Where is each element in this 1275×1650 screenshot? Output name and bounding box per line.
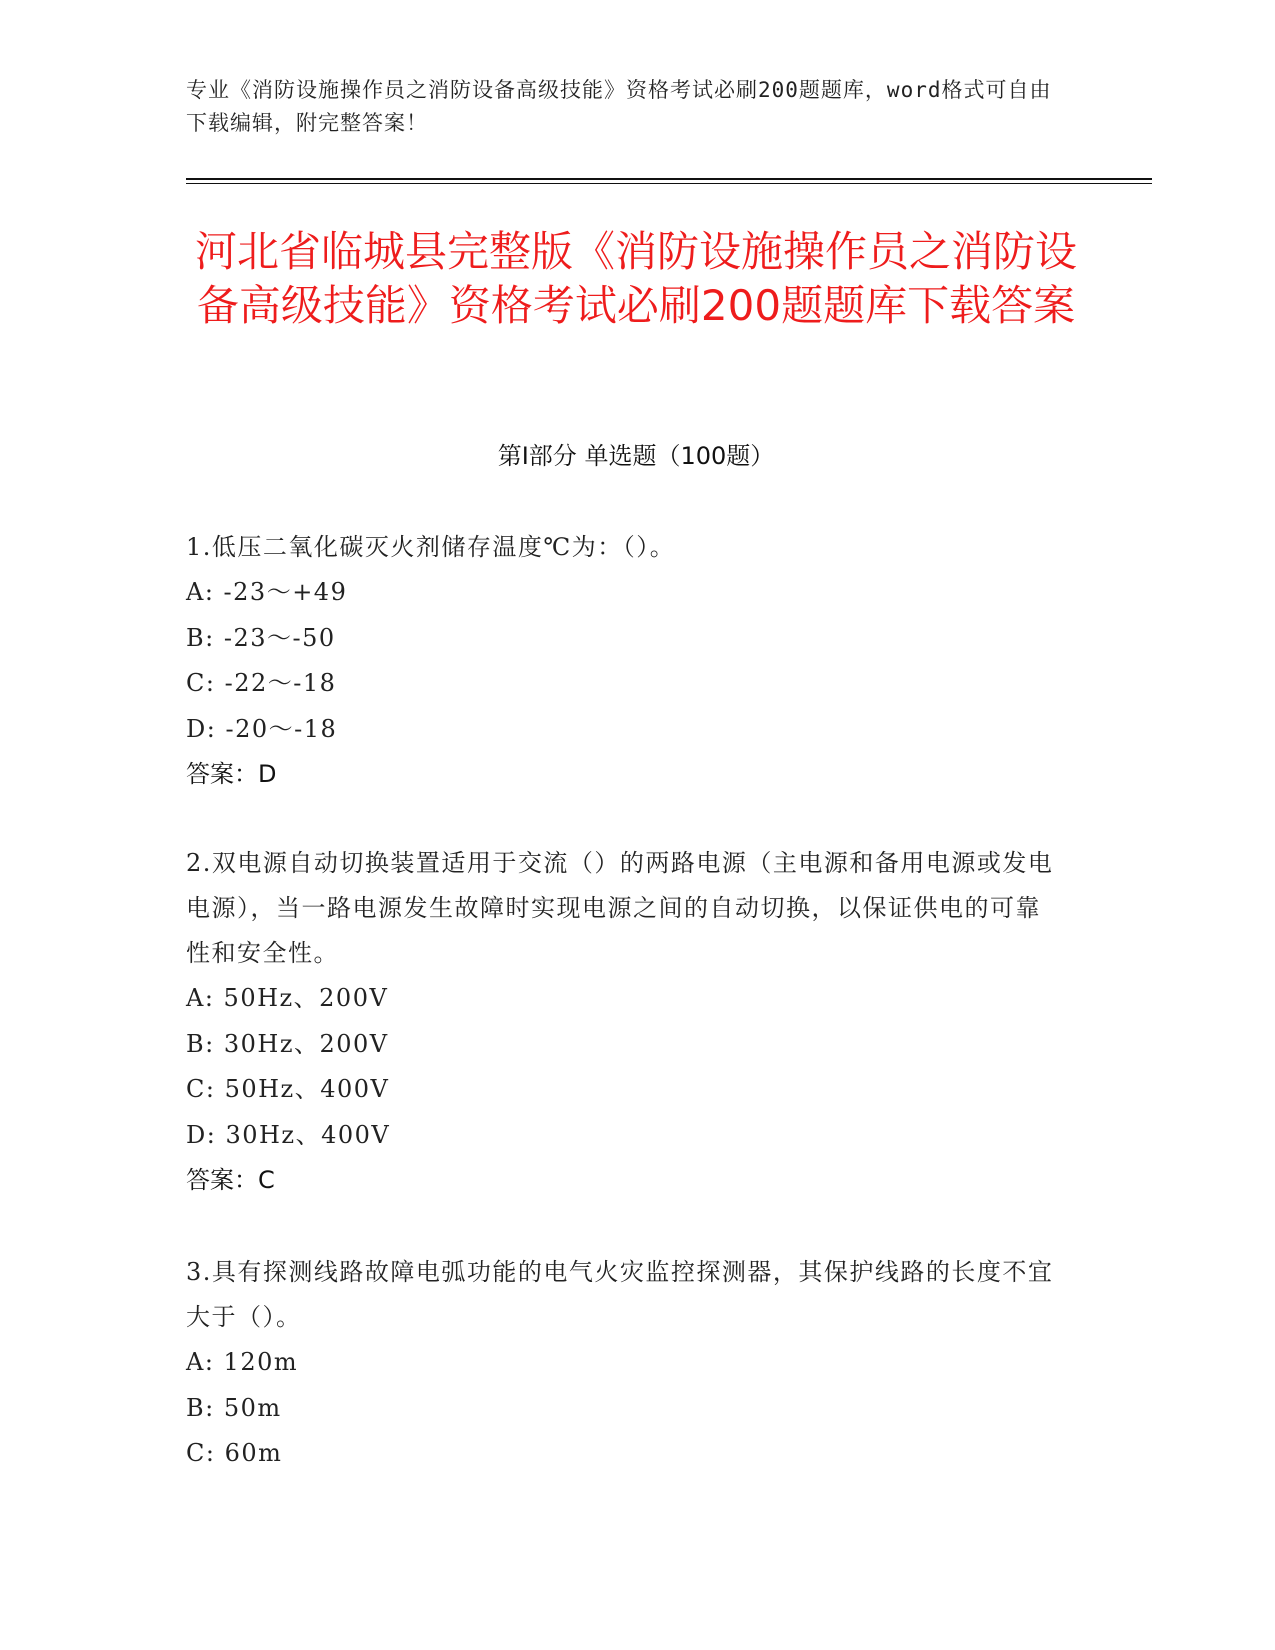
option-d: D: 30Hz、400V	[186, 1120, 391, 1149]
option-a: A: -23～+49	[186, 578, 348, 606]
answer: 答案：D	[186, 760, 277, 788]
question-3	[186, 1250, 1056, 1477]
option-a: A: 120m	[186, 1348, 299, 1376]
option-b: B: 50m	[186, 1393, 282, 1422]
option-c: C: 60m	[186, 1439, 283, 1467]
question-text: 2.双电源自动切换装置适用于交流（）的两路电源（主电源和备用电源或发电电源），当一路电源发生故障时实现电源之间的自动切换，以保证供电的可靠性和安全性。	[186, 849, 1054, 967]
question-text: 1.低压二氧化碳灭火剂储存温度℃为：（）。	[186, 533, 676, 561]
header-divider-thin	[186, 183, 1152, 184]
document-title: 河北省临城县完整版《消防设施操作员之消防设备高级技能》资格考试必刷200题题库下载答案	[194, 227, 1077, 330]
option-c: C: 50Hz、400V	[186, 1075, 390, 1103]
option-b: B: 30Hz、200V	[186, 1029, 389, 1058]
option-c: C: -22～-18	[186, 669, 337, 697]
option-a: A: 50Hz、200V	[186, 984, 389, 1012]
question-1	[186, 525, 1056, 797]
header-divider-thick	[186, 178, 1152, 180]
option-d: D: -20～-18	[186, 714, 338, 743]
question-text: 3.具有探测线路故障电弧功能的电气火灾监控探测器，其保护线路的长度不宜大于（）。	[186, 1258, 1054, 1331]
header-note: 专业《消防设施操作员之消防设备高级技能》资格考试必刷200题题库，word格式可自由下载编辑，附完整答案！	[186, 78, 1052, 135]
option-b: B: -23～-50	[186, 623, 336, 652]
section-title: 第Ⅰ部分 单选题（100题）	[497, 442, 775, 470]
question-2	[186, 841, 1056, 1203]
answer: 答案：C	[186, 1166, 275, 1194]
